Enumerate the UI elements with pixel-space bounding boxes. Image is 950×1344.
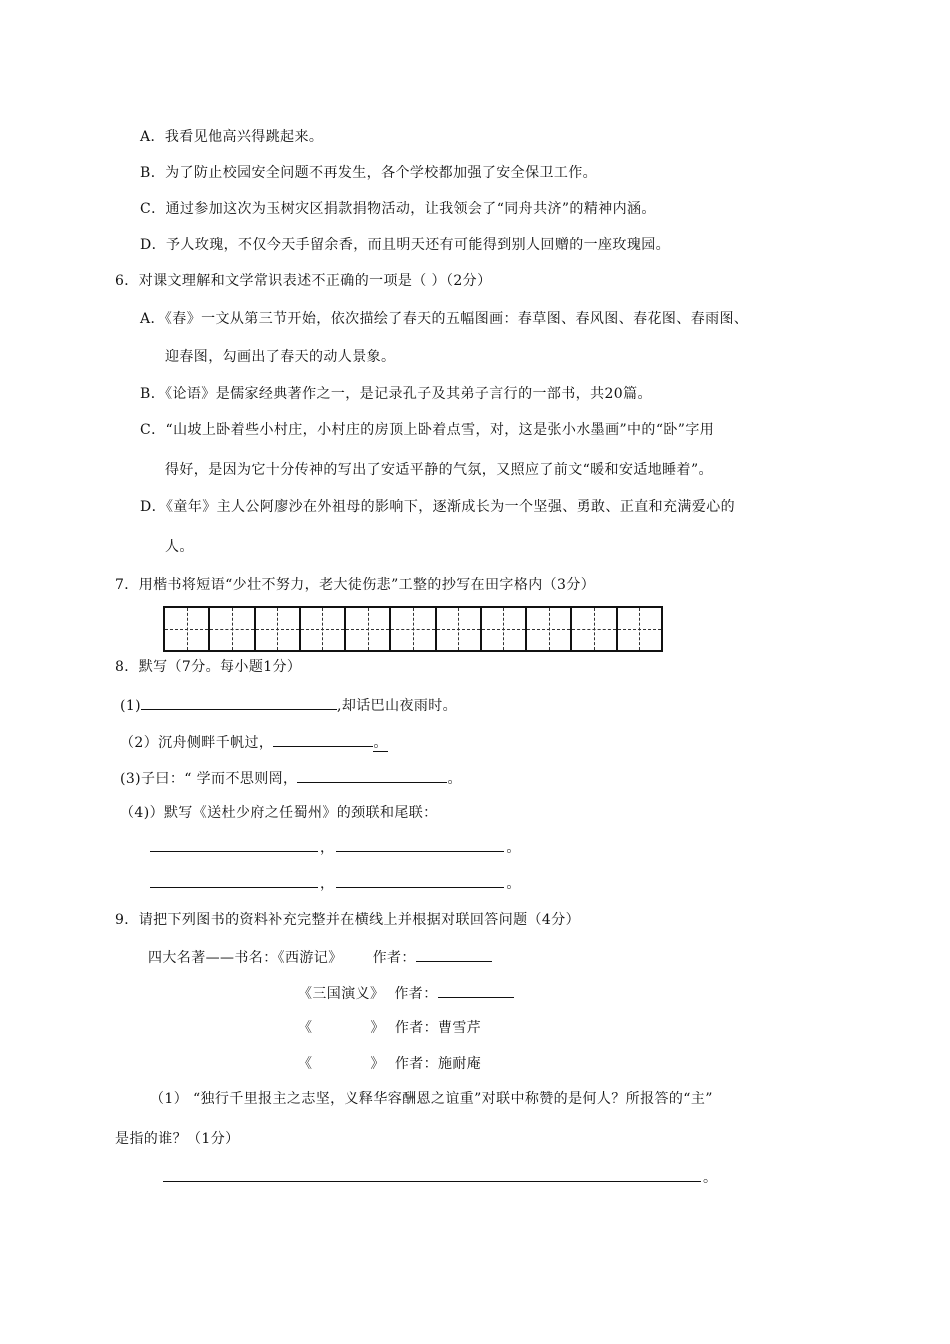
q9-row-sanguo: [298, 982, 514, 1004]
q9-row-hongloumeng: [298, 1018, 481, 1038]
q6-option-d-line2: 人。: [165, 539, 194, 555]
q8-part2-end: 。: [373, 735, 388, 751]
q6-option-b: B．《论语》是儒家经典著作之一，是记录孔子及其弟子言行的一部书，共20篇。: [140, 386, 652, 402]
tianzige-cell[interactable]: [344, 608, 389, 650]
q9-row2-label: 《三国演义》: [298, 986, 385, 1002]
tianzige-cell[interactable]: [254, 608, 299, 650]
q9-row4-author: 作者：施耐庵: [394, 1056, 482, 1072]
q9-sub1-line2: 是指的谁？（1分）: [115, 1131, 240, 1147]
q9-row2-author: 作者：: [394, 986, 438, 1002]
tianzige-cell[interactable]: [165, 608, 208, 650]
tianzige-cell[interactable]: [525, 608, 570, 650]
q9-sub1-answer-line[interactable]: [163, 1181, 701, 1182]
q8-part4-blank-1[interactable]: [150, 840, 318, 852]
q8-part4-row2: [148, 874, 521, 894]
tianzige-cell[interactable]: [480, 608, 525, 650]
q8-part2-blank[interactable]: [273, 731, 373, 747]
q8-part1-blank[interactable]: [141, 694, 337, 710]
q8-part3-blank[interactable]: [297, 767, 447, 783]
q8-part1-label: (1): [120, 698, 142, 714]
q7-stem: 7．用楷书将短语“少壮不努力，老大徒伤悲”工整的抄写在田字格内（3分）: [115, 577, 596, 593]
q9-row4-open: 《: [298, 1056, 313, 1072]
tianzige-cell[interactable]: [570, 608, 615, 650]
q9-row3-author: 作者：曹雪芹: [394, 1020, 482, 1036]
q9-row1-blank[interactable]: [416, 946, 492, 962]
q9-row2-blank[interactable]: [438, 982, 514, 998]
q8-part2: [120, 731, 388, 753]
q8-stem: 8．默写（7分。每小题1分）: [115, 659, 302, 675]
q6-option-d-line1: D．《童年》主人公阿廖沙在外祖母的影响下，逐渐成长为一个坚强、勇敢、正直和充满爱心的: [140, 499, 736, 515]
q9-row3-open: 《: [298, 1020, 313, 1036]
q8-part4-blank-3[interactable]: [150, 876, 318, 888]
q8-part4-row1: [148, 838, 521, 858]
q8-period-1: 。: [506, 840, 521, 856]
tianzige-cell[interactable]: [389, 608, 434, 650]
tianzige-grid[interactable]: [163, 606, 663, 652]
q6-stem: 6．对课文理解和文学常识表述不正确的一项是（ ）（2分）: [115, 273, 492, 289]
q9-row3-close: 》: [370, 1020, 385, 1036]
q8-part1: [120, 694, 457, 716]
tianzige-cell[interactable]: [208, 608, 253, 650]
q9-row-xiyouji: [148, 946, 492, 968]
q9-stem: 9．请把下列图书的资料补充完整并在横线上并根据对联回答问题（4分）: [115, 912, 581, 928]
q6-option-a-line1: A．《春》一文从第三节开始，依次描绘了春天的五幅图画：春草图、春风图、春花图、春雨图、: [140, 311, 749, 327]
tianzige-cell[interactable]: [435, 608, 480, 650]
q9-sub1-end: 。: [703, 1170, 718, 1186]
q8-part4-blank-2[interactable]: [336, 840, 504, 852]
q9-row4-close: 》: [370, 1056, 385, 1072]
tianzige-cell[interactable]: [299, 608, 344, 650]
q8-part3-label: (3)子曰：“ 学而不思则罔，: [120, 771, 298, 787]
q8-part2-label: （2）沉舟侧畔千帆过，: [120, 735, 274, 751]
q5-option-b: B．为了防止校园安全问题不再发生，各个学校都加强了安全保卫工作。: [140, 165, 598, 181]
q8-part1-text: ,却话巴山夜雨时。: [337, 698, 458, 714]
q9-row1-author: 作者：: [372, 950, 416, 966]
q8-part3-end: 。: [447, 771, 462, 787]
q5-option-c: C．通过参加这次为玉树灾区捐款捐物活动，让我领会了“同舟共济”的精神内涵。: [140, 201, 656, 217]
q9-sub1-line1: （1） “独行千里报主之志坚，义释华容酬恩之谊重”对联中称赞的是何人？所报答的“主”: [150, 1091, 713, 1107]
q6-option-c-line1: C．“山坡上卧着些小村庄，小村庄的房顶上卧着点雪，对，这是张小水墨画”中的“卧”字用: [140, 422, 715, 438]
q9-row-shuihu: [298, 1054, 481, 1074]
q5-option-d: D．予人玫瑰，不仅今天手留余香，而且明天还有可能得到别人回赠的一座玫瑰园。: [140, 237, 671, 253]
q8-comma-1: ，: [320, 840, 335, 856]
q6-option-c-line2: 得好，是因为它十分传神的写出了安适平静的气氛，又照应了前文“暖和安适地睡着”。: [165, 462, 713, 478]
q8-period-2: 。: [506, 876, 521, 892]
q8-part4: （4)）默写《送杜少府之任蜀州》的颈联和尾联：: [120, 805, 438, 821]
q8-comma-2: ，: [320, 876, 335, 892]
tianzige-cell[interactable]: [616, 608, 661, 650]
q8-part4-blank-4[interactable]: [336, 876, 504, 888]
q5-option-a: A．我看见他高兴得跳起来。: [140, 129, 324, 145]
q6-option-a-line2: 迎春图，勾画出了春天的动人景象。: [165, 349, 396, 365]
q8-part3: [120, 767, 462, 789]
q9-row1-label: 四大名著——书名：《西游记》: [148, 950, 343, 966]
